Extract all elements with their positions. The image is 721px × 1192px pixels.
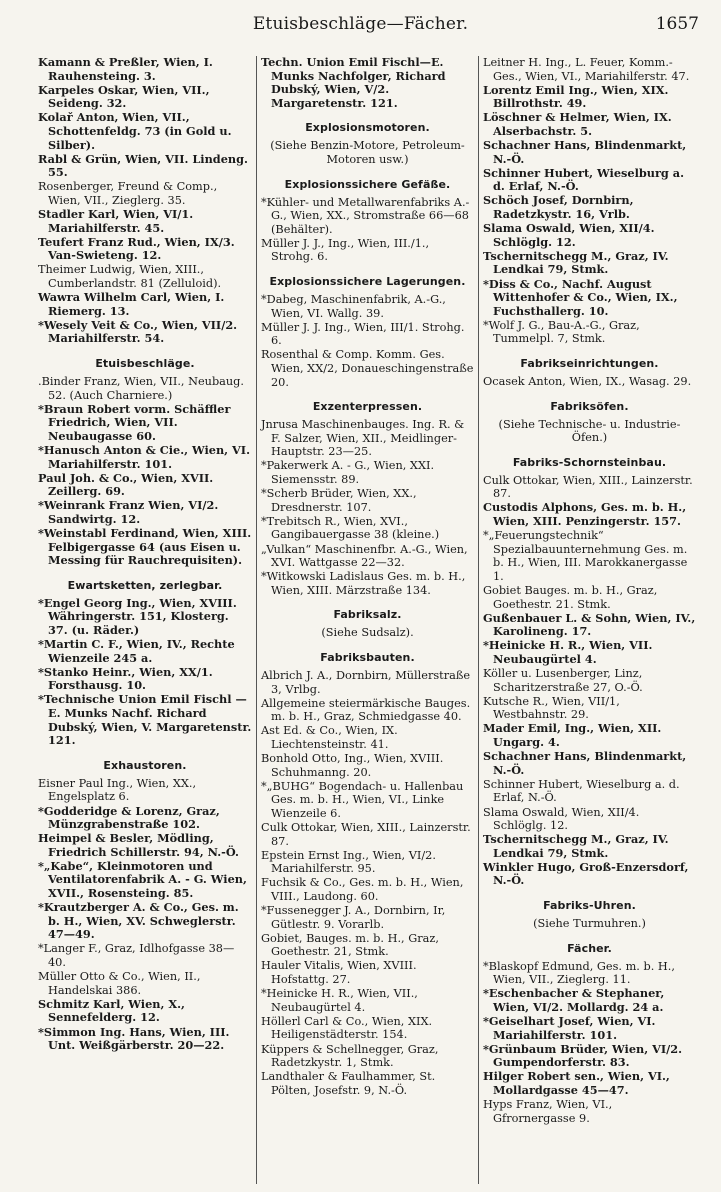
directory-entry: Tschernitschegg M., Graz, IV. Lendkai 79, Stmk. [483,832,669,860]
section-heading: Exzenterpressen. [312,400,423,414]
directory-entry: Culk Ottokar, Wien, XIII., Lainzerstr. 87. [483,473,693,501]
section-heading: Fabriks-Schornsteinbau. [512,455,667,469]
directory-entry: *Blaskopf Edmund, Ges. m. b. H., Wien, VII., Zieglerg. 11. [483,959,675,987]
directory-entry: Schöch Josef, Dornbirn, Radetzkystr. 16, Vrlb. [483,193,634,222]
section-heading: Etuisbeschläge. [95,356,195,370]
see-also-note: (Siehe Sudsalz). [321,626,414,640]
directory-entry: Müller Otto & Co., Wien, II., Handelskai 386. [38,970,201,997]
directory-entry: Rosenberger, Freund & Comp., Wien, VII., Zieglerg. 35. [38,180,218,207]
directory-entry: Heimpel & Besler, Mödling, Friedrich Schillerstr. 94, N.-Ö. [38,831,239,859]
directory-entry: *„Feuerungstechnik“ Spezialbauunternehmung Ges. m. b. H., Wien, III. Marokkanergasse 1. [483,529,688,583]
directory-entry: *Trebitsch R., Wien, XVI., Gangibauergasse 38 (kleine.) [261,514,440,542]
directory-entry: Schmitz Karl, Wien, X., Sennefelderg. 12. [38,996,185,1025]
directory-entry: Tschernitschegg M., Graz, IV. Lendkai 79, Stmk. [483,248,669,277]
page-title: Etuisbeschläge—Fächer. [252,14,469,34]
section-heading: Fabriksalz. [333,608,402,622]
directory-entry: Techn. Union Emil Fischl—E. Munks Nachfolger, Richard Dubský, Wien, V/2. Margaretenstr. 121. [261,56,446,110]
directory-entry: Hyps Franz, Wien, VI., Gfrornergasse 9. [483,1098,613,1125]
directory-entry: *Wesely Veit & Co., Wien, VII/2. Mariahilferstr. 54. [38,317,238,346]
directory-entry: Wawra Wilhelm Carl, Wien, I. Riemerg. 13. [38,290,225,318]
column-middle [256,56,478,1184]
directory-entry: *Geiselhart Josef, Wien, VI. Mariahilferstr. 101. [483,1014,656,1042]
directory-entry: *Weinrank Franz Wien, VI/2. Sandwirtg. 12. [38,498,219,526]
directory-entry: Löschner & Helmer, Wien, IX. Alserbachstr. 5. [483,110,672,138]
directory-entry: Allgemeine steiermärkische Bauges. m. b. H., Graz, Schmiedgasse 40. [261,696,471,724]
directory-entry: Jnrusa Maschinenbauges. Ing. R. & F. Salzer, Wien, XII., Meidlinger-Hauptstr. 23—25. [261,418,465,459]
directory-entry: Schachner Hans, Blindenmarkt, N.-Ö. [483,749,687,777]
directory-entry: *Dabeg, Maschinenfabrik, A.-G., Wien, VI. Wallg. 39. [261,293,446,320]
directory-entry: *Martin C. F., Wien, IV., Rechte Wienzeile 245 a. [38,637,235,665]
column-left [34,56,256,1184]
see-also-note: (Siehe Benzin-Motore, Petroleum-Motoren usw.) [270,139,465,166]
directory-entry: Ast Ed. & Co., Wien, IX. Liechtensteinstr. 41. [261,724,398,751]
directory-entry: *Stanko Heinr., Wien, XX/1. Forsthausg. 10. [38,664,213,693]
directory-entry: *Scherb Brüder, Wien, XX., Dresdnerstr. 107. [261,487,417,514]
directory-entry: Kutsche R., Wien, VII/1, Westbahnstr. 29. [483,694,620,722]
directory-entry: Müller J. J. Ing., Wien, III/1. Strohg. 6. [261,320,465,348]
directory-entry: Albrich J. A., Dornbirn, Müllerstraße 3, Vrlbg. [261,669,471,696]
directory-entry: *Krautzberger A. & Co., Ges. m. b. H., Wien, XV. Schweglerstr. 47—49. [38,900,239,942]
directory-entry: Landthaler & Faulhammer, St. Pölten, Josefstr. 9, N.-Ö. [261,1070,436,1097]
directory-entry: Culk Ottokar, Wien, XIII., Lainzerstr. 87. [261,821,471,848]
section-heading: Exhaustoren. [103,758,187,772]
directory-entry: *Technische Union Emil Fischl — E. Munks Nachf. Richard Dubský, Wien, V. Margaretenstr. 121. [38,692,252,748]
directory-entry: *Pakerwerk A. - G., Wien, XXI. Siemensstr. 89. [261,459,435,487]
columns [34,56,702,1184]
directory-entry: *Diss & Co., Nachf. August Wittenhofer & Co., Wien, IX., Fuchsthallerg. 10. [483,276,678,318]
directory-entry: Leitner H. Ing., L. Feuer, Komm.-Ges., Wien, VI., Mariahilferstr. 47. [483,56,690,83]
directory-entry: Kamann & Preßler, Wien, I. Rauhensteing. 3. [38,56,213,83]
directory-entry: *„BUHG“ Bogendach- u. Hallenbau Ges. m. b. H., Wien, VI., Linke Wienzeile 6. [261,779,464,820]
directory-entry: Küppers & Schellnegger, Graz, Radetzkystr. 1, Stmk. [261,1042,439,1070]
directory-entry: Eisner Paul Ing., Wien, XX., Engelsplatz 6. [38,776,197,804]
column-right [478,56,700,1184]
directory-entry: *Fussenegger J. A., Dornbirn, Ir, Gütlestr. 9. Vorarlb. [261,904,446,931]
directory-entry: *Simmon Ing. Hans, Wien, III. Unt. Weißgärberstr. 20—22. [38,1024,230,1053]
directory-entry: Köller u. Lusenberger, Linz, Scharitzerstraße 27, O.-Ö. [483,667,643,694]
directory-entry: Lorentz Emil Ing., Wien, XIX. Billrothstr. 49. [483,82,669,111]
directory-entry: Schinner Hubert, Wieselburg a. d. Erlaf, N.-Ö. [483,777,680,805]
section-heading: Fächer. [567,941,612,955]
directory-entry: Müller J. J., Ing., Wien, III./1., Strohg. 6. [261,236,430,264]
directory-entry: Gußenbauer L. & Sohn, Wien, IV., Karolineng. 17. [483,610,696,639]
section-heading: Fabriks-Uhren. [543,899,636,913]
directory-entry: Hauler Vitalis, Wien, XVIII. Hofstattg. 27. [261,959,417,987]
section-heading: Explosionssichere Gefäße. [284,177,451,191]
directory-entry: Gobiet Bauges. m. b. H., Graz, Goethestr. 21. Stmk. [483,584,658,611]
directory-entry: *Heinicke H. R., Wien, VII., Neubaugürtel 4. [261,987,418,1014]
directory-entry: *Weinstabl Ferdinand, Wien, XIII. Felbigergasse 64 (aus Eisen u. Messing für Rauchrequisiten). [38,526,252,568]
directory-entry: Schachner Hans, Blindenmarkt, N.-Ö. [483,138,687,166]
directory-entry: *Kühler- und Metallwarenfabriks A.-G., Wien, XX., Stromstraße 66—68 (Behälter). [261,195,470,236]
directory-entry: *Wolf J. G., Bau-A.-G., Graz, Tummelpl. 7, Stmk. [483,318,640,346]
section-heading: Fabrikseinrichtungen. [520,356,659,370]
directory-entry: *Grünbaum Brüder, Wien, VI/2. Gumpendorferstr. 83. [483,1041,683,1070]
section-heading: Fabriksbauten. [320,651,415,664]
directory-entry: *Hanusch Anton & Cie., Wien, VI. Mariahilferstr. 101. [38,442,251,471]
directory-entry: Theimer Ludwig, Wien, XIII., Cumberlandstr. 81 (Zelluloid). [38,263,222,290]
directory-entry: Rabl & Grün, Wien, VII. Lindeng. 55. [38,151,248,180]
directory-entry: Karpeles Oskar, Wien, VII., Seideng. 32. [38,82,210,111]
directory-entry: Kolař Anton, Wien, VII., Schottenfeldg. 73 (in Gold u. Silber). [38,110,232,152]
directory-entry: Gobiet, Bauges. m. b. H., Graz, Goethestr. 21, Stmk. [261,931,439,959]
directory-entry: Paul Joh. & Co., Wien, XVII. Zeillerg. 69. [38,470,214,499]
directory-entry: .Binder Franz, Wien, VII., Neubaug. 52. (Auch Charniere.) [38,374,245,402]
directory-entry: *Langer F., Graz, Idlhofgasse 38—40. [38,942,235,970]
directory-entry: Ocasek Anton, Wien, IX., Wasag. 29. [483,374,692,388]
directory-entry: *Engel Georg Ing., Wien, XVIII. Währingerstr. 151, Klosterg. 37. (u. Räder.) [38,595,237,637]
directory-entry: Slama Oswald, Wien, XII/4. Schlöglg. 12. [483,221,655,249]
directory-entry: Custodis Alphons, Ges. m. b. H., Wien, XIII. Penzingerstr. 157. [483,500,687,529]
directory-entry: Teufert Franz Rud., Wien, IX/3. Van-Swieteng. 12. [38,234,235,263]
directory-entry: „Vulkan“ Maschinenfbr. A.-G., Wien, XVI. Wattgasse 22—32. [261,542,468,570]
directory-entry: Stadler Karl, Wien, VI/1. Mariahilferstr. 45. [38,207,194,235]
page-number: 1657 [655,14,699,34]
see-also-note: (Siehe Turmuhren.) [533,917,646,931]
directory-entry: Hilger Robert sen., Wien, VI., Mollardgasse 45—47. [483,1069,670,1097]
page-header [0,10,721,40]
directory-entry: Schinner Hubert, Wieselburg a. d. Erlaf, N.-Ö. [483,165,685,194]
directory-entry: Winkler Hugo, Groß-Enzersdorf, N.-Ö. [483,859,689,888]
directory-entry: Fuchsik & Co., Ges. m. b. H., Wien, VIII., Laudong. 60. [261,876,464,903]
see-also-note: (Siehe Technische- u. Industrie-Öfen.) [498,417,681,445]
directory-entry: *Godderidge & Lorenz, Graz, Münzgrabenstraße 102. [38,803,220,832]
directory-entry: Epstein Ernst Ing., Wien, VI/2. Mariahilferstr. 95. [261,848,436,876]
directory-entry: Mader Emil, Ing., Wien, XII. Ungarg. 4. [483,721,662,750]
directory-entry: Rosenthal & Comp. Komm. Ges. Wien, XX/2, Donaueschingenstraße 20. [261,348,474,389]
directory-entry: *Witkowski Ladislaus Ges. m. b. H., Wien, XIII. Märzstraße 134. [261,570,466,597]
directory-entry: *„Kabe“, Kleinmotoren und Ventilatorenfabrik A. - G. Wien, XVII., Rosensteing. 85. [38,858,247,901]
section-heading: Explosionsmotoren. [305,121,430,135]
section-heading: Explosionssichere Lagerungen. [269,275,466,289]
directory-entry: Höllerl Carl & Co., Wien, XIX. Heiligenstädterstr. 154. [261,1014,433,1042]
section-heading: Ewartsketten, zerlegbar. [67,578,223,592]
directory-entry: Slama Oswald, Wien, XII/4. Schlöglg. 12. [483,805,640,833]
directory-entry: Bonhold Otto, Ing., Wien, XVIII. Schuhmanng. 20. [261,752,444,779]
section-heading: Fabriksöfen. [550,399,629,413]
directory-entry: *Eschenbacher & Stephaner, Wien, VI/2. Mollardg. 24 a. [483,986,665,1014]
directory-entry: *Heinicke H. R., Wien, VII. Neubaugürtel 4. [483,638,653,666]
directory-entry: *Braun Robert vorm. Schäffler Friedrich, Wien, VII. Neubaugasse 60. [38,401,231,443]
